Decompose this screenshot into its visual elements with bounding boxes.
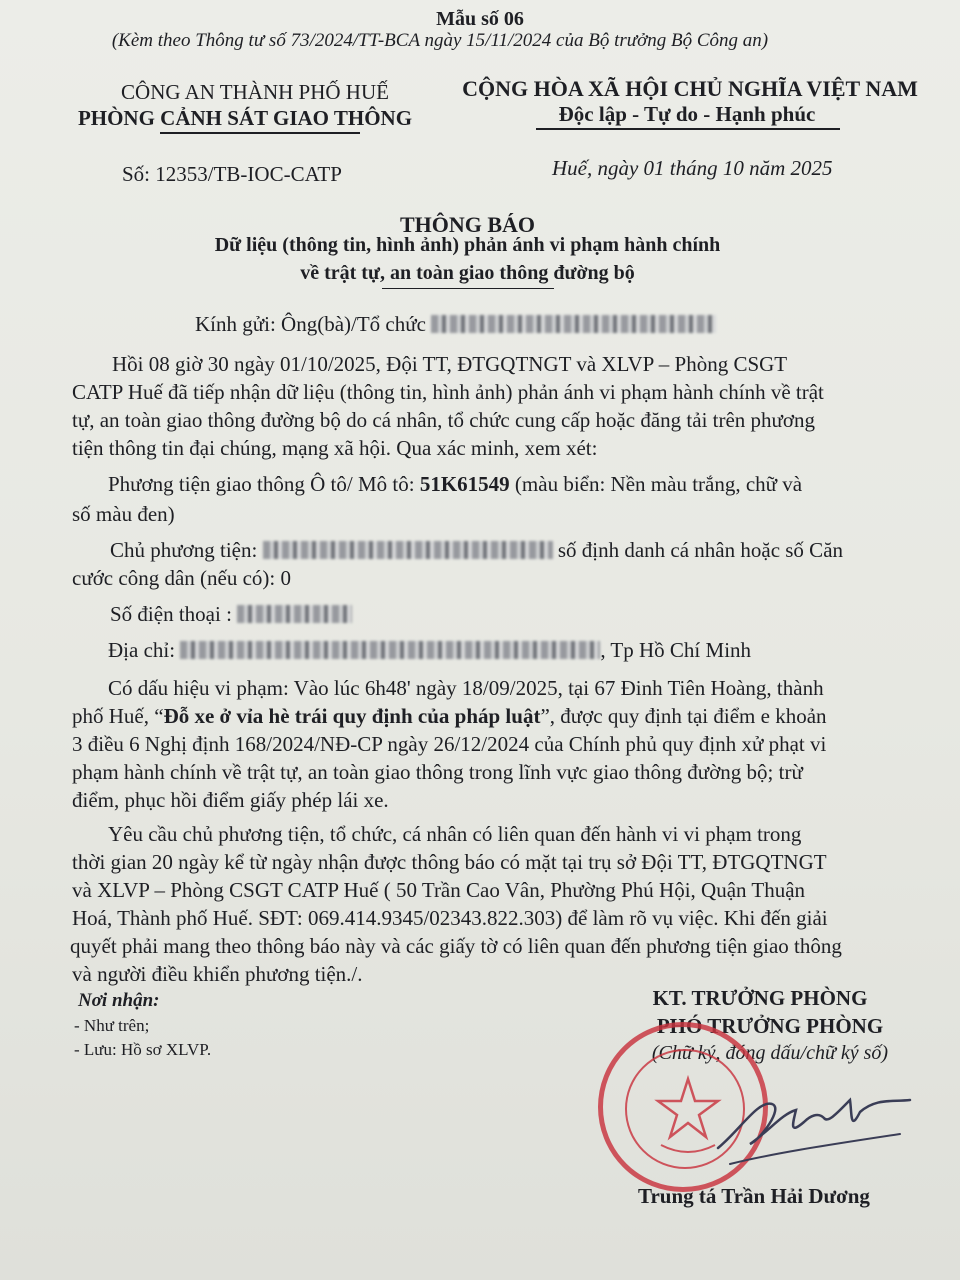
redacted-owner (263, 541, 553, 559)
header-underline-left (160, 132, 360, 134)
form-reference: (Kèm theo Thông tư số 73/2024/TT-BCA ngày 15/11/2024 của Bộ trưởng Bộ Công an) (111, 30, 769, 51)
phone-line (110, 602, 352, 627)
owner-label: Chủ phương tiện: (110, 538, 263, 562)
handwritten-signature (700, 1070, 920, 1180)
para1-line-2: CATP Huế đã tiếp nhận dữ liệu (thông tin, hình ảnh) phản ánh vi phạm hành chính về trật (72, 380, 824, 404)
title-underline (382, 288, 554, 289)
vehicle-line (108, 472, 802, 497)
violation-description: Đỗ xe ở vỉa hè trái quy định của pháp luật (163, 704, 541, 728)
redacted-phone (237, 605, 352, 623)
recipients-title: Nơi nhận: (78, 990, 160, 1011)
department-name: PHÒNG CẢNH SÁT GIAO THÔNG (77, 106, 413, 130)
para1-line-1: Hồi 08 giờ 30 ngày 01/10/2025, Đội TT, ĐTGQTNGT và XLVP – Phòng CSGT (112, 352, 788, 376)
request-line-2: thời gian 20 ngày kể từ ngày nhận được thông báo có mặt tại trụ sở Đội TT, ĐTGQTNGT (72, 850, 827, 874)
address-label: Địa chỉ: (108, 638, 181, 662)
recipient-label: Kính gửi: Ông(bà)/Tổ chức (195, 312, 426, 336)
violation-line-2 (72, 704, 827, 729)
violation-line-3: 3 điều 6 Nghị định 168/2024/NĐ-CP ngày 26/12/2024 của Chính phủ quy định xử phạt vi (72, 732, 827, 756)
plate-color-text: (màu biển: Nền màu trắng, chữ và (509, 472, 803, 496)
signer-title-2: PHÓ TRƯỞNG PHÒNG (656, 1014, 884, 1038)
vehicle-label: Phương tiện giao thông Ô tô/ Mô tô: (108, 472, 420, 496)
recipients-item-2: - Lưu: Hồ sơ XLVP. (74, 1040, 212, 1059)
document-number: Số: 12353/TB-IOC-CATP (122, 162, 342, 186)
violation-line-5: điểm, phục hồi điểm giấy phép lái xe. (72, 788, 389, 812)
request-line-3: và XLVP – Phòng CSGT CATP Huế ( 50 Trần Cao Vân, Phường Phú Hội, Quận Thuận (72, 878, 806, 902)
owner-id-text: số định danh cá nhân hoặc số Căn (552, 538, 844, 562)
form-number: Mẫu số 06 (436, 8, 524, 30)
nation-title: CỘNG HÒA XÃ HỘI CHỦ NGHĨA VIỆT NAM (462, 76, 918, 101)
address-line (108, 638, 751, 663)
signer-name: Trung tá Trần Hải Dương (638, 1184, 870, 1208)
request-line-5: quyết phải mang theo thông báo này và các giấy tờ có liên quan đến phương tiện giao thông (70, 934, 842, 958)
document-date: Huế, ngày 01 tháng 10 năm 2025 (552, 156, 833, 180)
header-underline-right (536, 128, 840, 130)
violation-prefix: phố Huế, “ (72, 704, 164, 728)
document-subtitle-2: về trật tự, an toàn giao thông đường bộ (300, 262, 635, 284)
para1-line-3: tự, an toàn giao thông đường bộ do cá nhân, tổ chức cung cấp hoặc đăng tải trên phương (72, 408, 816, 432)
address-city: , Tp Hồ Chí Minh (600, 638, 752, 662)
phone-label: Số điện thoại : (110, 602, 238, 626)
para1-line-4: tiện thông tin đại chúng, mạng xã hội. Qua xác minh, xem xét: (72, 436, 598, 460)
request-line-6: và người điều khiển phương tiện./. (72, 962, 363, 986)
request-line-1: Yêu cầu chủ phương tiện, tổ chức, cá nhân có liên quan đến hành vi vi phạm trong (108, 822, 802, 846)
license-plate: 51K61549 (419, 472, 510, 496)
recipients-item-1: - Như trên; (74, 1016, 150, 1035)
owner-line-2: cước công dân (nếu có): 0 (72, 566, 291, 590)
request-line-4: Hoá, Thành phố Huế. SĐT: 069.414.9345/02343.822.303) để làm rõ vụ việc. Khi đến giải (72, 906, 828, 930)
recipient-line (195, 312, 716, 337)
owner-line (110, 538, 843, 563)
signer-title-1: KT. TRƯỞNG PHÒNG (652, 986, 868, 1010)
document-title: THÔNG BÁO (399, 212, 536, 237)
signature-note: (Chữ ký, đóng dấu/chữ ký số) (651, 1042, 889, 1064)
redacted-address (180, 641, 600, 659)
nation-motto: Độc lập - Tự do - Hạnh phúc (558, 102, 816, 126)
violation-suffix: ”, được quy định tại điểm e khoản (540, 704, 827, 728)
violation-line-1: Có dấu hiệu vi phạm: Vào lúc 6h48' ngày 18/09/2025, tại 67 Đinh Tiên Hoàng, thành (108, 676, 824, 700)
agency-name: CÔNG AN THÀNH PHỐ HUẾ (121, 80, 389, 104)
redacted-recipient (431, 315, 716, 333)
document-subtitle-1: Dữ liệu (thông tin, hình ảnh) phản ánh vi phạm hành chính (214, 234, 721, 256)
vehicle-line-2: số màu đen) (72, 502, 175, 526)
violation-line-4: phạm hành chính về trật tự, an toàn giao thông trong lĩnh vực giao thông đường bộ; trừ (72, 760, 803, 784)
